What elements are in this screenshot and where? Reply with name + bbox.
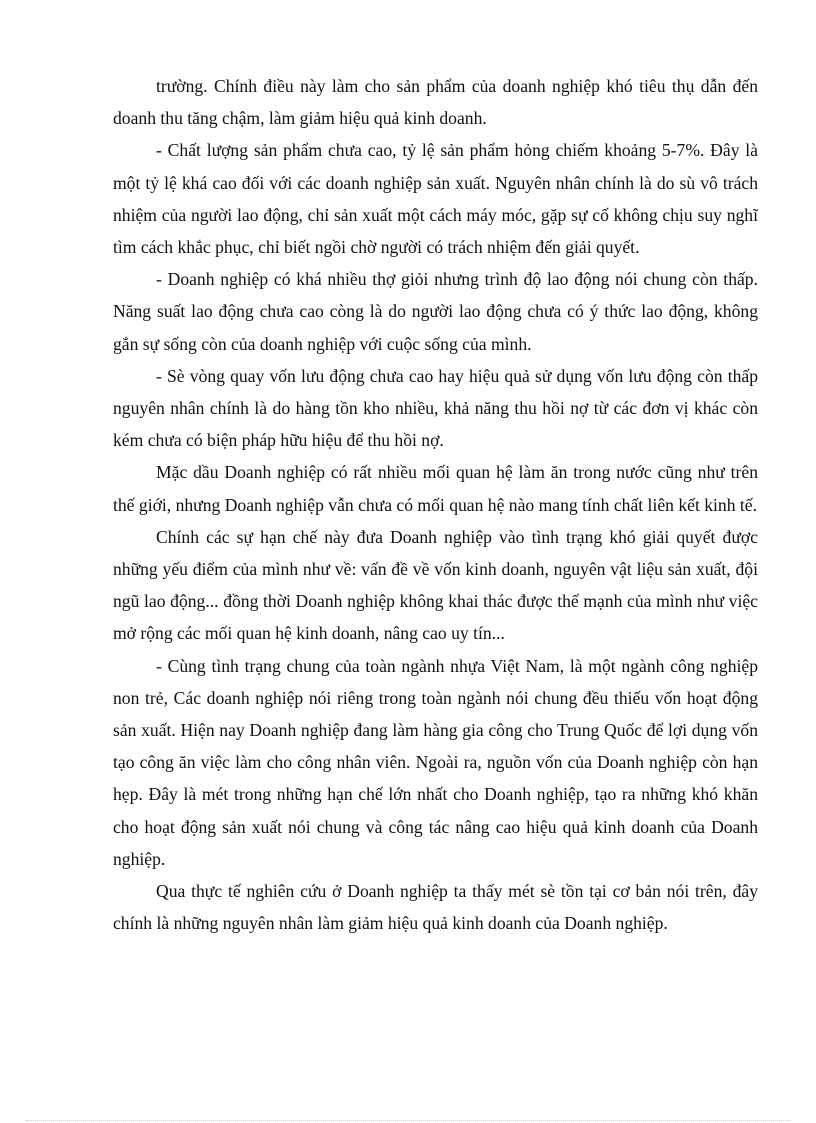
paragraph: - Cùng tình trạng chung của toàn ngành nhựa Việt Nam, là một ngành công nghiệp non trẻ, Các doanh nghiệp nói riêng trong toàn ngành nói chung đều thiếu vốn hoạt động sản xuất. Hiện nay Doanh nghiệp đang làm hàng gia công cho Trung Quốc để lợi dụng vốn tạo công ăn việc làm cho công nhân viên. Ngoài ra, nguồn vốn của Doanh nghiệp còn hạn hẹp. Đây là mét trong những hạn chế lớn nhất cho Doanh nghiệp, tạo ra những khó khăn cho hoạt động sản xuất nói chung và công tác nâng cao hiệu quả kinh doanh của Doanh nghiệp. [113, 655, 758, 869]
paragraph: Mặc dầu Doanh nghiệp có rất nhiều mối quan hệ làm ăn trong nước cũng như trên thế giới, nhưng Doanh nghiệp vẫn chưa có mối quan hệ nào mang tính chất liên kết kinh tế. [113, 462, 758, 515]
paragraph: trường. Chính điều này làm cho sản phẩm của doanh nghiệp khó tiêu thụ dẫn đến doanh thu tăng chậm, làm giảm hiệu quả kinh doanh. [113, 76, 758, 129]
paragraph: Qua thực tế nghiên cứu ở Doanh nghiệp ta thấy mét sè tồn tại cơ bản nói trên, đây chính là những nguyên nhân làm giảm hiệu quả kinh doanh của Doanh nghiệp. [113, 881, 758, 934]
page-bottom-divider [26, 1120, 790, 1121]
paragraph: Chính các sự hạn chế này đưa Doanh nghiệp vào tình trạng khó giải quyết được những yếu điểm của mình như về: vấn đề về vốn kinh doanh, nguyên vật liệu sản xuất, đội ngũ lao động... đồng thời Doanh nghiệp không khai thác được thế mạnh của mình như việc mở rộng các mối quan hệ kinh doanh, nâng cao uy tín... [113, 526, 758, 644]
document-body [113, 70, 758, 939]
paragraph: - Doanh nghiệp có khá nhiều thợ giỏi nhưng trình độ lao động nói chung còn thấp. Năng suất lao động chưa cao còng là do người lao động chưa có ý thức lao động, không gắn sự sống còn của doanh nghiệp với cuộc sống của mình. [113, 269, 758, 354]
paragraph: - Sè vòng quay vốn lưu động chưa cao hay hiệu quả sử dụng vốn lưu động còn thấp nguyên nhân chính là do hàng tồn kho nhiều, khả năng thu hồi nợ từ các đơn vị khác còn kém chưa có biện pháp hữu hiệu để thu hồi nợ. [113, 365, 758, 451]
paragraph: - Chất lượng sản phẩm chưa cao, tỷ lệ sản phẩm hỏng chiếm khoảng 5-7%. Đây là một tỷ lệ khá cao đối với các doanh nghiệp sản xuất. Nguyên nhân chính là do sù vô trách nhiệm của người lao động, chỉ sản xuất một cách máy móc, gặp sự cố không chịu suy nghĩ tìm cách khắc phục, chỉ biết ngồi chờ người có trách nhiệm đến giải quyết. [113, 140, 758, 258]
